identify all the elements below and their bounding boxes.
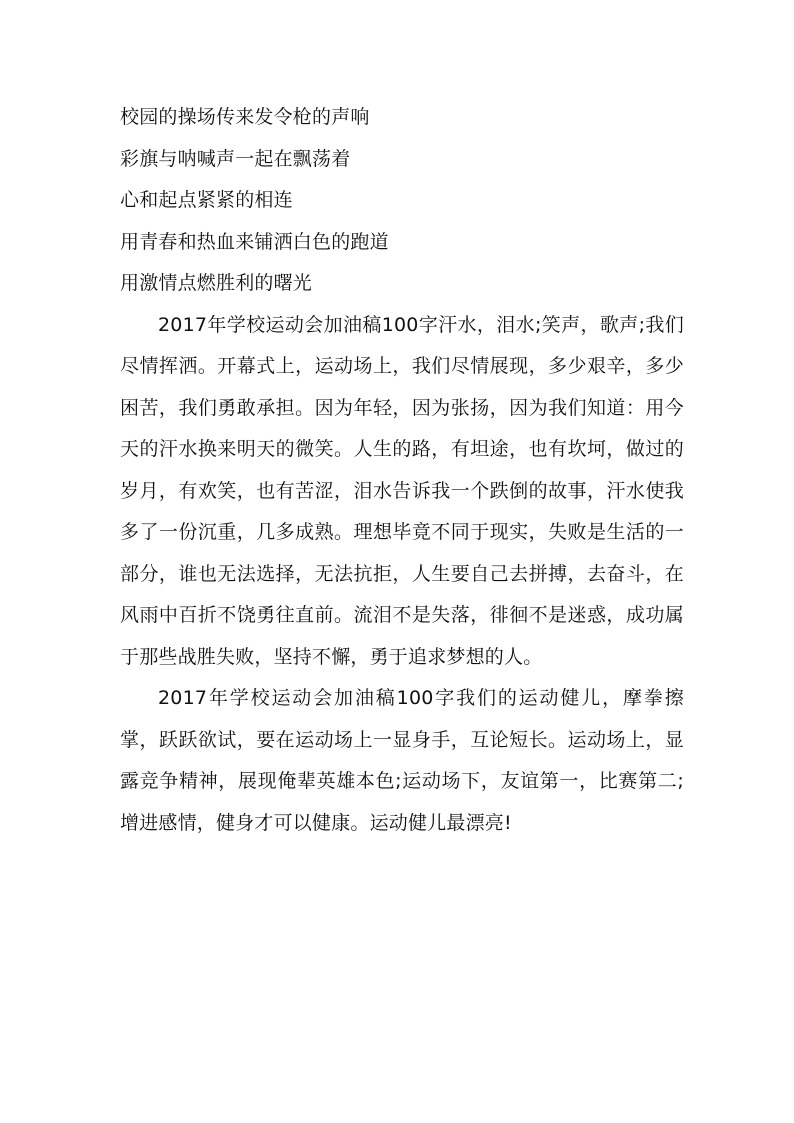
body-paragraph: 2017年学校运动会加油稿100字汗水，泪水;笑声，歌声;我们尽情挥洒。开幕式上，运动场上，我们尽情展现，多少艰辛，多少困苦，我们勇敢承担。因为年轻，因为张扬，因为我们知道：用今天的汗水换来明天的微笑。人生的路，有坦途，也有坎坷，做过的岁月，有欢笑，也有苦涩，泪水告诉我一个跌倒的故事，汗水使我多了一份沉重，几多成熟。理想毕竟不同于现实，失败是生活的一部分，谁也无法选择，无法抗拒，人生要自己去拼搏，去奋斗，在风雨中百折不饶勇往直前。流泪不是失落，徘徊不是迷惑，成功属于那些战胜失败，坚持不懈，勇于追求梦想的人。 <box>120 313 684 668</box>
poem-line: 彩旗与呐喊声一起在飘荡着 <box>120 147 351 170</box>
poem-line: 心和起点紧紧的相连 <box>120 189 293 211</box>
poem-line: 用激情点燃胜利的曙光 <box>120 272 313 294</box>
poem-line: 用青春和热血来铺洒白色的跑道 <box>120 230 389 253</box>
body-paragraph: 2017年学校运动会加油稿100字我们的运动健儿，摩拳擦掌，跃跃欲试，要在运动场上一显身手，互论短长。运动场上，显露竞争精神，展现俺辈英雄本色;运动场下，友谊第一，比赛第二;增进感情，健身才可以健康。运动健儿最漂亮! <box>120 687 684 834</box>
document-body <box>120 97 684 844</box>
poem-line: 校园的操场传来发令枪的声响 <box>120 106 370 128</box>
